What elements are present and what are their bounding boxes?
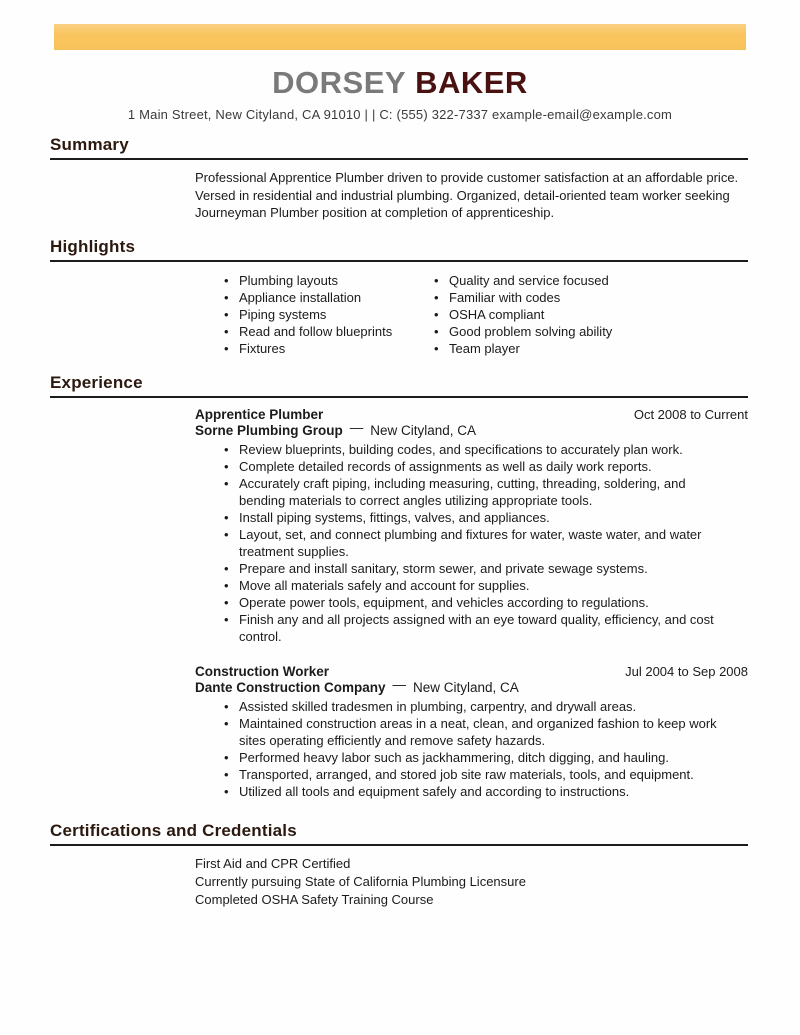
- job-entry-construction-worker: [195, 664, 748, 800]
- certifications-heading: Certifications and Credentials: [50, 821, 748, 846]
- highlights-column-2: [405, 272, 612, 357]
- highlight-item: • OSHA compliant: [432, 306, 612, 323]
- job-bullet: • Accurately craft piping, including measuring, cutting, threading, soldering, and bending materials to correct angles utilizing appropriate tools.: [222, 475, 734, 509]
- job-bullet: • Maintained construction areas in a neat, clean, and organized fashion to keep work sites operating efficiently and remove safety hazards.: [222, 715, 734, 749]
- experience-heading: Experience: [50, 373, 748, 398]
- job-bullet: • Prepare and install sanitary, storm sewer, and private sewage systems.: [222, 560, 734, 577]
- certification-item: Completed OSHA Safety Training Course: [195, 891, 434, 907]
- job-company-line: [195, 676, 748, 695]
- accent-bar: [54, 24, 746, 50]
- job-dates: Oct 2008 to Current: [633, 406, 748, 422]
- highlights-heading: Highlights: [50, 237, 748, 262]
- highlight-item: • Plumbing layouts: [222, 272, 405, 289]
- job-title: Construction Worker: [195, 663, 330, 679]
- candidate-last-name: BAKER: [415, 65, 528, 100]
- highlight-item: • Fixtures: [222, 340, 405, 357]
- job-bullet-list: [195, 441, 748, 645]
- resume-header: [0, 0, 800, 122]
- job-bullet-list: [195, 698, 748, 800]
- job-bullet: • Operate power tools, equipment, and vehicles according to regulations.: [222, 594, 734, 611]
- section-experience: [50, 373, 748, 800]
- contact-line: 1 Main Street, New Cityland, CA 91010 | | C: (555) 322-7337 example-email@example.com: [127, 107, 673, 122]
- job-bullet: • Complete detailed records of assignments as well as daily work reports.: [222, 458, 734, 475]
- job-title: Apprentice Plumber: [195, 406, 324, 422]
- company-name: Dante Construction Company: [195, 679, 386, 695]
- job-entry-apprentice-plumber: [195, 407, 748, 645]
- job-dates: Jul 2004 to Sep 2008: [625, 663, 748, 679]
- candidate-first-name: DORSEY: [272, 65, 407, 100]
- highlights-columns: [195, 272, 748, 357]
- highlight-item: • Familiar with codes: [432, 289, 612, 306]
- job-header: [195, 407, 748, 422]
- candidate-name: [0, 66, 800, 100]
- company-name: Sorne Plumbing Group: [195, 422, 343, 438]
- company-location: New Cityland, CA: [413, 679, 519, 695]
- highlight-item: • Piping systems: [222, 306, 405, 323]
- job-bullet: • Layout, set, and connect plumbing and fixtures for water, waste water, and water treatment supplies.: [222, 526, 734, 560]
- resume-body: [0, 135, 800, 909]
- company-location-dash: —: [349, 419, 364, 435]
- section-highlights: [50, 237, 748, 357]
- job-bullet: • Finish any and all projects assigned with an eye toward quality, efficiency, and cost control.: [222, 611, 734, 645]
- summary-text: Professional Apprentice Plumber driven to provide customer satisfaction at an affordable price. Versed in residential and industrial plumbing. Organized, detail-oriented team worker seeking Journeyman Plumber position at completion of apprenticeship.: [195, 170, 739, 220]
- highlight-item: • Quality and service focused: [432, 272, 612, 289]
- section-certifications: [50, 821, 748, 909]
- job-header: [195, 664, 748, 679]
- highlight-item: • Read and follow blueprints: [222, 323, 405, 340]
- job-bullet: • Performed heavy labor such as jackhammering, ditch digging, and hauling.: [222, 749, 734, 766]
- job-bullet: • Assisted skilled tradesmen in plumbing, carpentry, and drywall areas.: [222, 698, 734, 715]
- section-summary: [50, 135, 748, 222]
- job-bullet: • Review blueprints, building codes, and specifications to accurately plan work.: [222, 441, 734, 458]
- job-bullet: • Transported, arranged, and stored job site raw materials, tools, and equipment.: [222, 766, 734, 783]
- highlight-item: • Good problem solving ability: [432, 323, 612, 340]
- job-bullet: • Move all materials safely and account for supplies.: [222, 577, 734, 594]
- job-bullet: • Utilized all tools and equipment safely and according to instructions.: [222, 783, 734, 800]
- highlights-column-1: [195, 272, 405, 357]
- company-location-dash: —: [392, 676, 407, 692]
- certification-item: First Aid and CPR Certified: [195, 855, 351, 871]
- job-bullet: • Install piping systems, fittings, valves, and appliances.: [222, 509, 734, 526]
- certifications-list: [195, 855, 748, 909]
- job-company-line: [195, 419, 748, 438]
- certification-item: Currently pursuing State of California Plumbing Licensure: [195, 873, 526, 889]
- highlight-item: • Appliance installation: [222, 289, 405, 306]
- summary-heading: Summary: [50, 135, 748, 160]
- company-location: New Cityland, CA: [370, 422, 477, 438]
- highlight-item: • Team player: [432, 340, 612, 357]
